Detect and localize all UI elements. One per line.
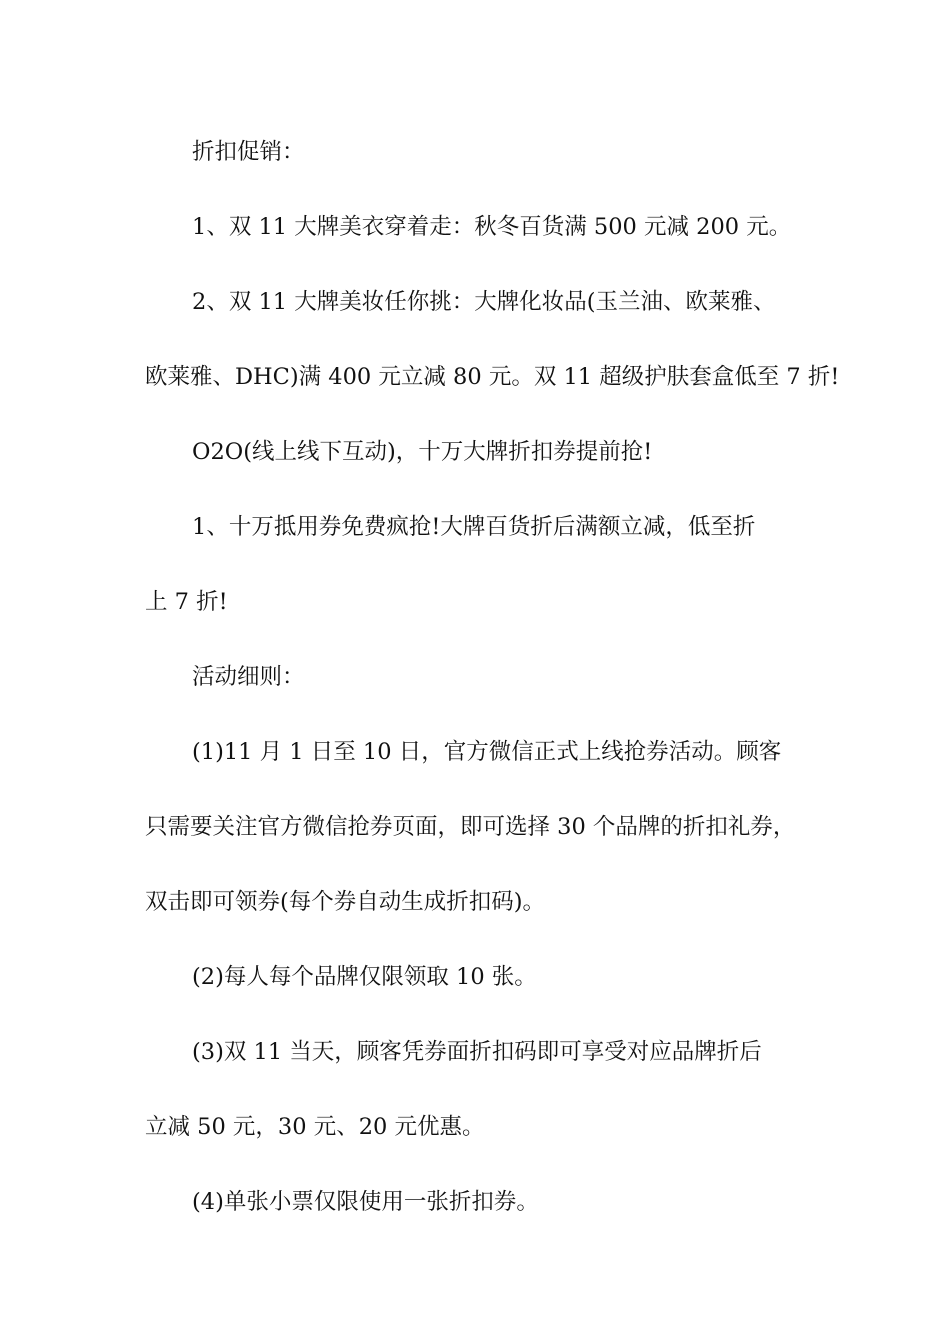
- rule-item-1-continued-2: 双击即可领券(每个券自动生成折扣码)。: [145, 889, 546, 915]
- rule-item-4: (4)单张小票仅限使用一张折扣券。: [192, 1189, 539, 1215]
- o2o-item-coupons-continued: 上 7 折!: [145, 589, 228, 615]
- document-body: [145, 124, 840, 1249]
- promo-item-cosmetics: 2、双 11 大牌美妆任你挑：大牌化妆品(玉兰油、欧莱雅、: [192, 289, 776, 315]
- promo-item-cosmetics-continued: 欧莱雅、DHC)满 400 元立减 80 元。双 11 超级护肤套盒低至 7 折!: [145, 364, 840, 390]
- section-heading-rules: 活动细则：: [192, 664, 305, 690]
- promo-item-clothing: 1、双 11 大牌美衣穿着走：秋冬百货满 500 元减 200 元。: [192, 214, 792, 240]
- rule-item-3-continued: 立减 50 元，30 元、20 元优惠。: [145, 1114, 485, 1140]
- rule-item-1-continued: 只需要关注官方微信抢券页面，即可选择 30 个品牌的折扣礼券，: [145, 814, 796, 840]
- section-heading-discount-promotion: 折扣促销：: [192, 139, 305, 165]
- rule-item-3: (3)双 11 当天，顾客凭券面折扣码即可享受对应品牌折后: [192, 1039, 762, 1065]
- rule-item-1: (1)11 月 1 日至 10 日，官方微信正式上线抢券活动。顾客: [192, 739, 782, 765]
- section-heading-o2o: O2O(线上线下互动)，十万大牌折扣券提前抢!: [192, 439, 653, 465]
- rule-item-2: (2)每人每个品牌仅限领取 10 张。: [192, 964, 537, 990]
- o2o-item-coupons: 1、十万抵用券免费疯抢!大牌百货折后满额立减，低至折: [192, 514, 756, 540]
